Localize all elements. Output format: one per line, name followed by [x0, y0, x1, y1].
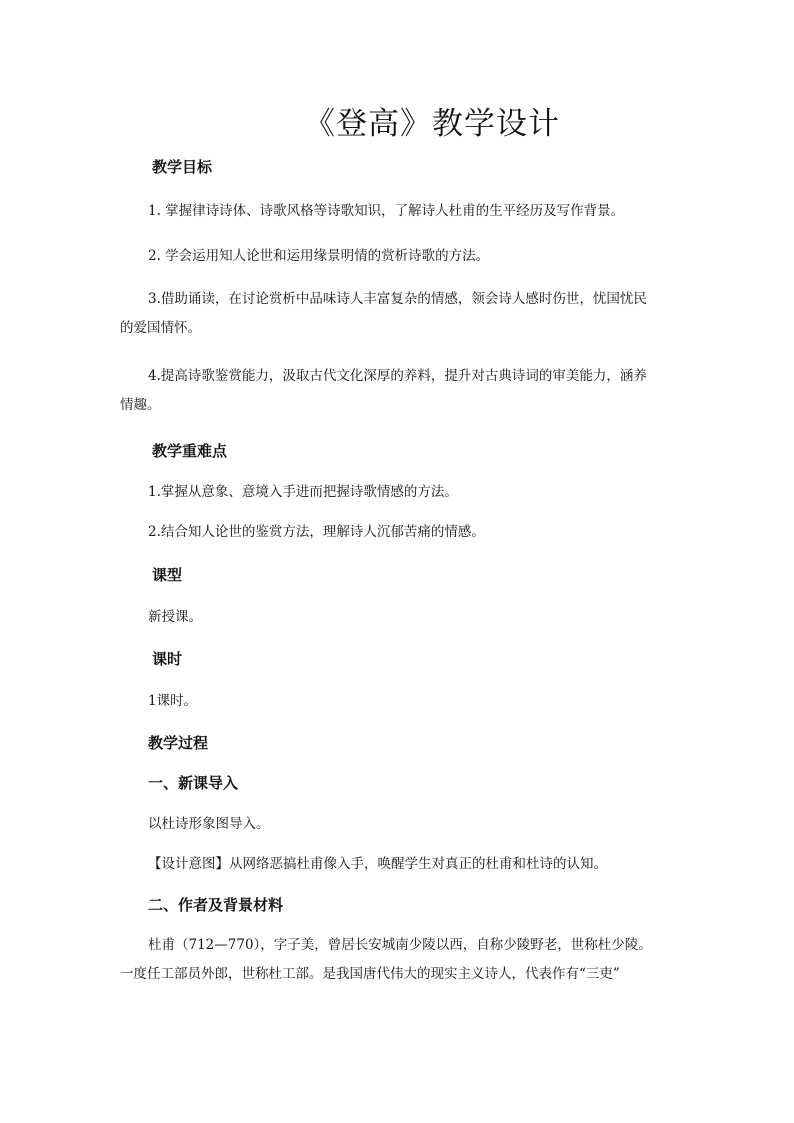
process-heading: 教学过程 — [148, 734, 209, 752]
goal-item-1: 1. 掌握律诗诗体、诗歌风格等诗歌知识，了解诗人杜甫的生平经历及写作背景。 — [148, 203, 625, 219]
document-title: 《登高》教学设计 — [304, 106, 560, 142]
key-point-2: 2.结合知人论世的鉴赏方法，理解诗人沉郁苦痛的情感。 — [148, 524, 485, 540]
step2-heading: 二、作者及背景材料 — [148, 896, 284, 914]
goal-item-2: 2. 学会运用知人论世和运用缘景明情的赏析诗歌的方法。 — [148, 248, 490, 264]
key-points-heading: 教学重难点 — [152, 442, 228, 460]
key-point-1: 1.掌握从意象、意境入手进而把握诗歌情感的方法。 — [148, 484, 458, 500]
goal-item-4: 4.提高诗歌鉴赏能力，汲取古代文化深厚的养料，提升对古典诗词的审美能力，涵养情趣。 — [120, 368, 647, 413]
step2-text: 杜甫（712—770），字子美，曾居长安城南少陵以西，自称少陵野老，世称杜少陵。一度任工部员外郎，世称杜工部。是我国唐代伟大的现实主义诗人，代表作有“三吏” — [120, 937, 652, 982]
lesson-type-text: 新授课。 — [148, 609, 202, 625]
lesson-hours-text: 1课时。 — [148, 693, 198, 709]
lesson-type-heading: 课型 — [152, 566, 183, 584]
step1-intent: 【设计意图】从网络恶搞杜甫像入手，唤醒学生对真正的杜甫和杜诗的认知。 — [148, 856, 607, 872]
goal-item-3: 3.借助诵读，在讨论赏析中品味诗人丰富复杂的情感，领会诗人感时伤世，忧国忧民的爱国情怀。 — [120, 291, 647, 336]
step1-text: 以杜诗形象图导入。 — [148, 816, 270, 832]
lesson-hours-heading: 课时 — [152, 650, 183, 668]
goals-heading: 教学目标 — [152, 158, 213, 176]
step1-heading: 一、新课导入 — [148, 774, 239, 792]
